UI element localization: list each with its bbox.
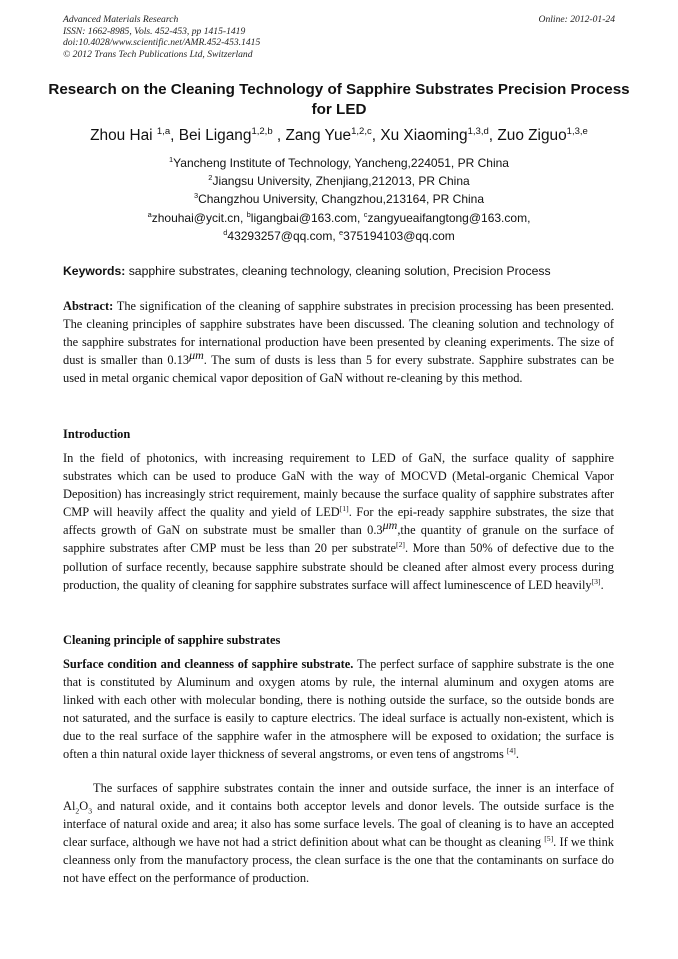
citation[interactable]: [5] <box>544 834 554 844</box>
journal-name: Advanced Materials Research <box>63 14 179 25</box>
author-affil-marker: 1,3,e <box>566 125 588 137</box>
principle-text: The perfect surface of sapphire substrate is the one that is constituted by Aluminum and oxygen atoms by rule, the internal aluminum and oxygen atoms are linked with each other with molecular bonding, there is nothing outside the surface, so the outside bonds are not saturated, and the surface is easily to capture electrics. The ideal surface is actually non-existent, which is due to the real surface of the sapphire wafer in the atmosphere will be exposed to oxidation; the surface is often a thin natural oxide layer thickness of several angstroms, or even tens of angstroms <box>63 657 614 762</box>
intro-text: . For the epi-ready sapphire substrates, the size that affects growth of GaN on substrate must be smaller than 0.3 <box>63 505 614 538</box>
email-link[interactable]: zangyueaifangtong@163.com, <box>367 210 531 225</box>
author-affil-marker: 1,2,c <box>351 125 372 137</box>
affil-marker: 3 <box>193 191 199 201</box>
email-marker: c <box>363 209 368 219</box>
abstract-text: . The sum of dusts is less than 5 for every substrate. Sapphire substrates can be used in metal organic chemical vapor deposition of GaN without re-cleaning by this method. <box>63 353 614 386</box>
intro-text: In the field of photonics, with increasing requirement to LED of GaN, the surface quality of sapphire substrates which can be used to produce GaN with the way of MOCVD (Metal-organic Chemical Vapor Deposition) has increasingly strict requirement, mainly because the surface quality of sapphire substrates after CMP will heavily affect the quality and yield of LED <box>63 451 614 520</box>
author-affil-marker: 1,2,b <box>251 125 273 137</box>
doi-line: doi:10.4028/www.scientific.net/AMR.452-453.1415 <box>63 37 261 49</box>
principle-text: O <box>79 799 89 814</box>
principle-text: . <box>515 747 519 762</box>
section-heading-introduction: Introduction <box>63 427 131 441</box>
affil-text: Yancheng Institute of Technology, Yancheng,224051, PR China <box>173 156 509 170</box>
affiliation-line <box>40 172 638 190</box>
principle-text: and natural oxide, and it contains both acceptor levels and donor levels. The outside surface is the interface of natural oxide and area; it also has some surface levels. The goal of cleaning is to have an accepted clear surface, although we have not had a strict definition about what can be thought as cleaning <box>63 799 614 850</box>
author-name: Zuo Ziguo <box>497 127 567 144</box>
subscript: 2 <box>75 806 80 816</box>
online-date: Online: 2012-01-24 <box>538 14 615 25</box>
copyright-line: © 2012 Trans Tech Publications Ltd, Switzerland <box>63 48 253 60</box>
introduction-paragraph <box>63 449 614 594</box>
intro-text: . <box>600 577 604 592</box>
email-link[interactable]: 43293257@qq.com, <box>227 228 336 243</box>
keywords-label: Keywords: <box>63 264 126 278</box>
citation[interactable]: [3] <box>591 576 601 586</box>
subscript: 3 <box>88 806 93 816</box>
email-line <box>40 209 638 227</box>
intro-text: . More than 50% of defective due to the pollution of surface recently, because sapphire substrate should be cleaned after almost every process during production, the quality of cleaning for sapphire substrates surface will affect luminescence of LED heavily <box>63 541 614 592</box>
affil-marker: 1 <box>169 155 174 164</box>
abstract-text: The signification of the cleaning of sapphire substrates in precision processing has been presented. The cleaning principles of sapphire substrates have been discussed. The cleaning solution and technology of the sapphire substrates for international production have been presented by cleaning experiments. The size of dust is smaller than 0.13 <box>63 299 614 368</box>
email-marker: a <box>147 209 152 219</box>
surfaces-paragraph <box>63 779 614 888</box>
email-link[interactable]: 375194103@qq.com <box>343 228 455 243</box>
citation[interactable]: [1] <box>339 504 349 514</box>
email-marker: d <box>223 227 228 237</box>
email-link[interactable]: ligangbai@163.com, <box>250 210 361 225</box>
micron-unit: μm <box>382 518 398 533</box>
abstract-label: Abstract: <box>63 299 114 313</box>
author-name: Xu Xiaoming <box>380 127 468 144</box>
paragraph-lead: Surface condition and cleanness of sapphire substrate. <box>63 657 354 671</box>
section-heading-cleaning-principle: Cleaning principle of sapphire substrates <box>63 633 281 647</box>
principle-text: The surfaces of sapphire substrates contain the inner and outside surface, the inner is an interface of Al <box>63 781 614 814</box>
affil-text: Changzhou University, Changzhou,213164, PR China <box>198 192 485 207</box>
surface-condition-paragraph <box>63 655 614 764</box>
author-list: Zhou Hai $^{1,a}$, Bei Ligang$^{1,2,b}$ , Zang Yue$^{1,2,c}$, Xu Xiaoming$^{1,3,d}$, Zuo Ziguo$^{1,3,e}$ <box>90 125 588 144</box>
email-link[interactable]: zhouhai@ycit.cn, <box>151 210 244 225</box>
affil-text: Jiangsu University, Zhenjiang,212013, PR China <box>212 174 470 189</box>
micron-unit: μm <box>189 348 204 363</box>
keywords <box>63 263 623 279</box>
author-name: Zhou Hai <box>90 127 153 144</box>
affiliations <box>40 154 638 245</box>
email-marker: e <box>339 227 344 237</box>
author-affil-marker: 1,3,d <box>467 125 489 137</box>
author-name: Bei Ligang <box>178 127 252 144</box>
abstract <box>63 297 614 387</box>
email-line <box>40 227 638 245</box>
email-marker: b <box>246 209 251 219</box>
citation[interactable]: [2] <box>396 540 405 550</box>
paper-title: Research on the Cleaning Technology of Sapphire Substrates Precision Process for LED <box>48 81 630 118</box>
affil-marker: 2 <box>208 173 213 183</box>
affiliation-line <box>40 154 638 172</box>
principle-text: . If we think cleanness only from the manufactory process, the clean surface is the one that the contaminants on surface do not have effect on the performance of production. <box>63 835 614 886</box>
citation[interactable]: [4] <box>506 746 516 756</box>
author-name: Zang Yue <box>285 127 352 144</box>
journal-header <box>63 14 615 60</box>
affiliation-line <box>40 190 638 208</box>
author-affil-marker: 1,a <box>156 125 171 137</box>
issn-line: ISSN: 1662-8985, Vols. 452-453, pp 1415-1419 <box>63 25 246 37</box>
keywords-text: sapphire substrates, cleaning technology, cleaning solution, Precision Process <box>128 264 551 278</box>
intro-text: ,the quantity of granule on the surface of sapphire substrates after CMP must be less than 20 per substrate <box>63 523 615 556</box>
